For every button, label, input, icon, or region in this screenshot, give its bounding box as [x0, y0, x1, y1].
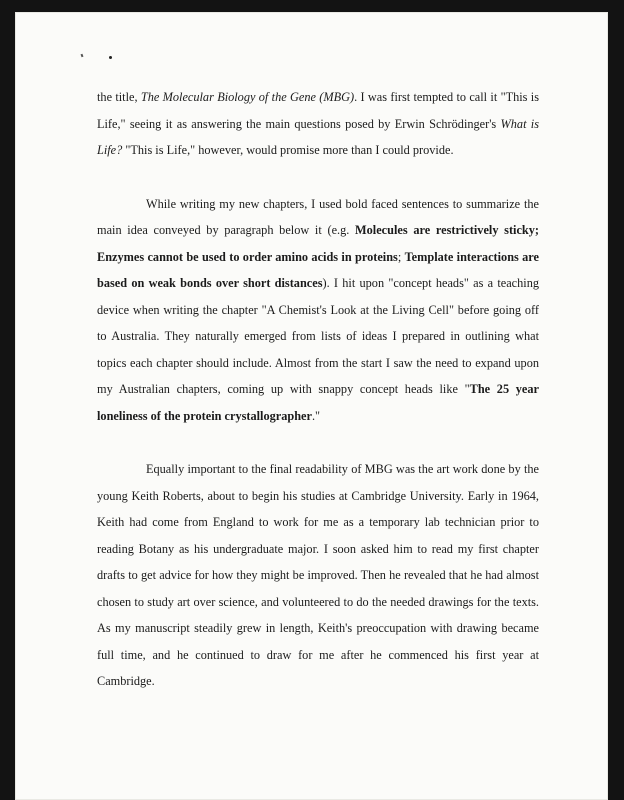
p1-italic-book: What is Life? — [97, 116, 539, 157]
stray-mark — [81, 54, 84, 58]
stray-dot — [109, 56, 112, 59]
p1-text-1: the title, — [97, 90, 141, 104]
p2-text-1: While writing my new chapters, I used bold faced sentences to summarize the main idea conveyed by paragraph below it (e.g. — [97, 196, 539, 237]
paragraph-2 — [97, 191, 539, 430]
p2-bold-3: The 25 year loneliness of the protein crystallographer — [97, 382, 539, 423]
paragraph-1 — [97, 84, 539, 164]
p1-text-3: "This is Life," however, would promise more than I could provide. — [122, 143, 454, 157]
paragraph-gap — [97, 164, 539, 191]
p2-bold-1: Molecules are restrictively sticky; Enzymes cannot be used to order amino acids in proteins — [97, 223, 540, 264]
p2-text-3: ). I hit upon "concept heads" as a teaching device when writing the chapter "A Chemist's Look at the Living Cell" before going off to Australia. They naturally emerged from lists of ideas I prepared in outlining what topics each chapter should include. Almost from the start I saw the need to expand upon my Australian chapters, coming up with snappy concept heads like " — [97, 276, 539, 396]
paragraph-gap — [97, 429, 539, 456]
stray-marks — [81, 54, 121, 62]
p1-text-2: . I was first tempted to call it "This is Life," seeing it as answering the main questions posed by Erwin Schrödinger's — [97, 90, 539, 131]
paragraph-3: Equally important to the final readability of MBG was the art work done by the young Keith Roberts, about to begin his studies at Cambridge University. Early in 1964, Keith had come from England to work for me as a temporary lab technician prior to reading Botany as his undergraduate major. I soon asked him to read my first chapter drafts to get advice for how they might be improved. Then he revealed that he had almost chosen to study art over science, and volunteered to do the needed drawings for the texts. As my manuscript steadily grew in length, Keith's preoccupation with drawing became full time, and he continued to draw for me after he commenced his first year at Cambridge. — [97, 462, 539, 688]
p2-text-2: ; — [397, 249, 405, 264]
p1-italic-title: The Molecular Biology of the Gene (MBG) — [140, 90, 355, 104]
p2-text-4: ." — [311, 408, 321, 423]
body-text — [97, 84, 539, 695]
p2-bold-2: Template interactions are based on weak bonds over short distances — [97, 249, 539, 290]
